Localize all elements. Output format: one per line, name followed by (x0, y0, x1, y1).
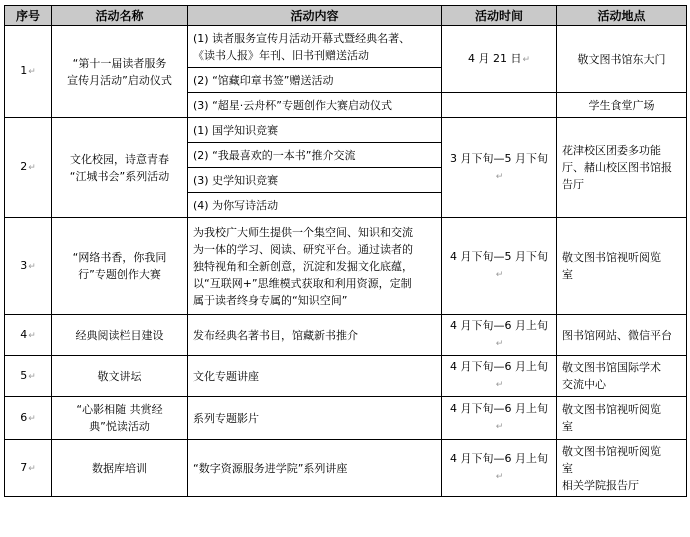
activity-schedule-table (4, 5, 687, 497)
row-place: 敬文图书馆视听阅览 室 相关学院报告厅 (557, 440, 687, 497)
row-content: 文化专题讲座 (188, 356, 442, 397)
row-place: 敬文图书馆视听阅览 室 (557, 218, 687, 315)
row-no: 4↵ (5, 315, 52, 356)
row-place: 敬文图书馆东大门 (557, 26, 687, 93)
header-no: 序号 (5, 6, 52, 26)
row-place: 敬文图书馆视听阅览 室 (557, 397, 687, 440)
row-content: 为我校广大师生提供一个集空间、知识和交流 为一体的学习、阅读、研究平台。通过读者的 独特视角和全新创意，沉淀和发掘文化底蕴， 以“互联网+”思维模式获取和利用资源，定制 属于读者终身专属的“知识空间” (188, 218, 442, 315)
header-content: 活动内容 (188, 6, 442, 26)
row-time: 4 月下旬—6 月上旬↵ (442, 315, 557, 356)
row-no: 3↵ (5, 218, 52, 315)
row-place: 敬文图书馆国际学术 交流中心 (557, 356, 687, 397)
table-row (5, 440, 687, 497)
row-no: 6↵ (5, 397, 52, 440)
content-item: (3) “超星·云舟杯”专题创作大赛启动仪式 (188, 93, 442, 118)
content-item: (1) 国学知识竞赛 (188, 118, 442, 143)
content-item: (2) “馆藏印章书签”赠送活动 (188, 68, 442, 93)
activity-schedule-document (4, 5, 686, 497)
row-no: 1↵ (5, 26, 52, 118)
row-place: 花津校区团委多功能 厅、赭山校区图书馆报 告厅 (557, 118, 687, 218)
row-time: 4 月 21 日↵ (442, 26, 557, 93)
row-name: “第十一届读者服务 宣传月活动”启动仪式 (52, 26, 188, 118)
row-name: “心影相随 共赏经 典”悦读活动 (52, 397, 188, 440)
row-time: 4 月下旬—6 月上旬↵ (442, 397, 557, 440)
content-item: (4) 为你写诗活动 (188, 193, 442, 218)
content-item: (3) 史学知识竞赛 (188, 168, 442, 193)
row-name: 经典阅读栏目建设 (52, 315, 188, 356)
table-row (5, 315, 687, 356)
row-time: 4 月下旬—6 月上旬↵ (442, 356, 557, 397)
row-content: 系列专题影片 (188, 397, 442, 440)
row-name: 敬文讲坛 (52, 356, 188, 397)
table-row (5, 397, 687, 440)
table-row (5, 118, 687, 143)
header-place: 活动地点 (557, 6, 687, 26)
row-name: 数据库培训 (52, 440, 188, 497)
row-time-empty (442, 93, 557, 118)
header-time: 活动时间 (442, 6, 557, 26)
row-time: 4 月下旬—6 月上旬↵ (442, 440, 557, 497)
row-place-2: 学生食堂广场 (557, 93, 687, 118)
row-content: “数字资源服务进学院”系列讲座 (188, 440, 442, 497)
content-item: (2) “我最喜欢的一本书”推介交流 (188, 143, 442, 168)
table-row (5, 356, 687, 397)
row-name: 文化校园，诗意青春 “江城书会”系列活动 (52, 118, 188, 218)
row-time: 3 月下旬—5 月下旬↵ (442, 118, 557, 218)
row-no: 2↵ (5, 118, 52, 218)
row-place: 图书馆网站、微信平台 (557, 315, 687, 356)
header-name: 活动名称 (52, 6, 188, 26)
row-content: 发布经典名著书目，馆藏新书推介 (188, 315, 442, 356)
table-row (5, 26, 687, 68)
table-row (5, 218, 687, 315)
row-no: 5↵ (5, 356, 52, 397)
row-name: “网络书香，你我同 行”专题创作大赛 (52, 218, 188, 315)
row-time: 4 月下旬—5 月下旬↵ (442, 218, 557, 315)
header-row (5, 6, 687, 26)
row-no: 7↵ (5, 440, 52, 497)
content-item: (1) 读者服务宣传月活动开幕式暨经典名著、 《读书人报》年刊、旧书刊赠送活动 (188, 26, 442, 68)
